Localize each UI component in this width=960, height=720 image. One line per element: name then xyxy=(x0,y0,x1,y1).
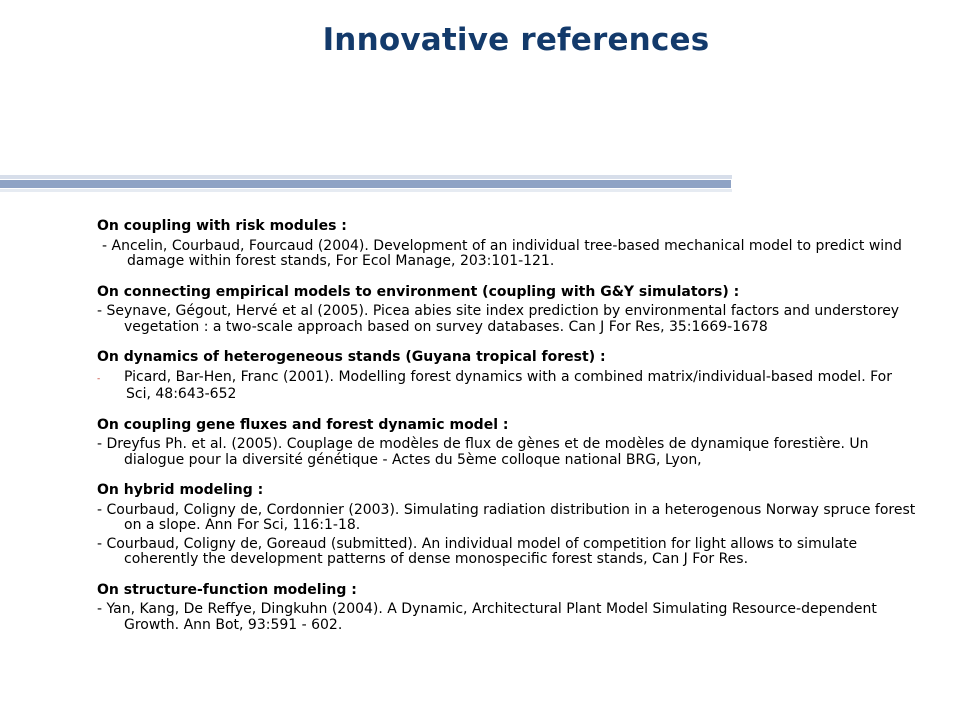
reference-item: - Courbaud, Coligny de, Cordonnier (2003). Simulating radiation distribution in a heterogenous Norway spruce forest on a slope. Ann For Sci, 116:1-18. xyxy=(97,501,916,533)
divider-top-line xyxy=(0,175,732,179)
section-structure-function xyxy=(97,583,917,634)
reference-text: Picard, Bar-Hen, Franc (2001). Modelling forest dynamics with a combined matrix/individual-based model. For Sci, 48:643-652 xyxy=(124,368,892,402)
section-heading: On dynamics of heterogeneous stands (Guyana tropical forest) : xyxy=(97,349,606,365)
section-gene-fluxes xyxy=(97,418,917,469)
dash-bullet-icon: - xyxy=(97,373,101,384)
reference-item: - Yan, Kang, De Reffye, Dingkuhn (2004). A Dynamic, Architectural Plant Model Simulating Resource-dependent Growth. Ann Bot, 93:591 - 602. xyxy=(97,601,877,633)
reference-item: - Ancelin, Courbaud, Fourcaud (2004). Development of an individual tree-based mechanical model to predict wind damage within forest stands, For Ecol Manage, 203:101-121. xyxy=(102,237,902,269)
section-heterogeneous-stands xyxy=(97,350,917,403)
divider-bottom-line xyxy=(0,189,732,192)
section-heading: On coupling with risk modules : xyxy=(97,218,347,234)
reference-item xyxy=(97,370,917,403)
section-heading: On structure-function modeling : xyxy=(97,581,357,598)
reference-item: - Dreyfus Ph. et al. (2005). Couplage de modèles de flux de gènes et de modèles de dynamique forestière. Un dialogue pour la diversité génétique - Actes du 5ème colloque national BRG, Lyon, xyxy=(97,436,869,468)
divider-main-bar xyxy=(0,180,731,188)
reference-item: - Seynave, Gégout, Hervé et al (2005). Picea abies site index prediction by environmental factors and understorey vegetation : a two-scale approach based on survey databases. Can J For Res, 35:1669-1678 xyxy=(97,303,900,335)
section-heading: On hybrid modeling : xyxy=(97,482,264,498)
section-risk-modules xyxy=(97,219,917,270)
section-heading: On connecting empirical models to environment (coupling with G&Y simulators) : xyxy=(97,283,740,300)
section-hybrid-modeling xyxy=(97,483,917,568)
section-empirical-models xyxy=(97,285,917,336)
references-list xyxy=(97,219,917,648)
title-divider xyxy=(0,175,732,195)
section-heading: On coupling gene fluxes and forest dynamic model : xyxy=(97,416,509,433)
slide-title: Innovative references xyxy=(322,22,710,58)
reference-item: - Courbaud, Coligny de, Goreaud (submitted). An individual model of competition for light allows to simulate coherently the development patterns of dense monospecific forest stands, Can J For Res. xyxy=(97,535,858,567)
